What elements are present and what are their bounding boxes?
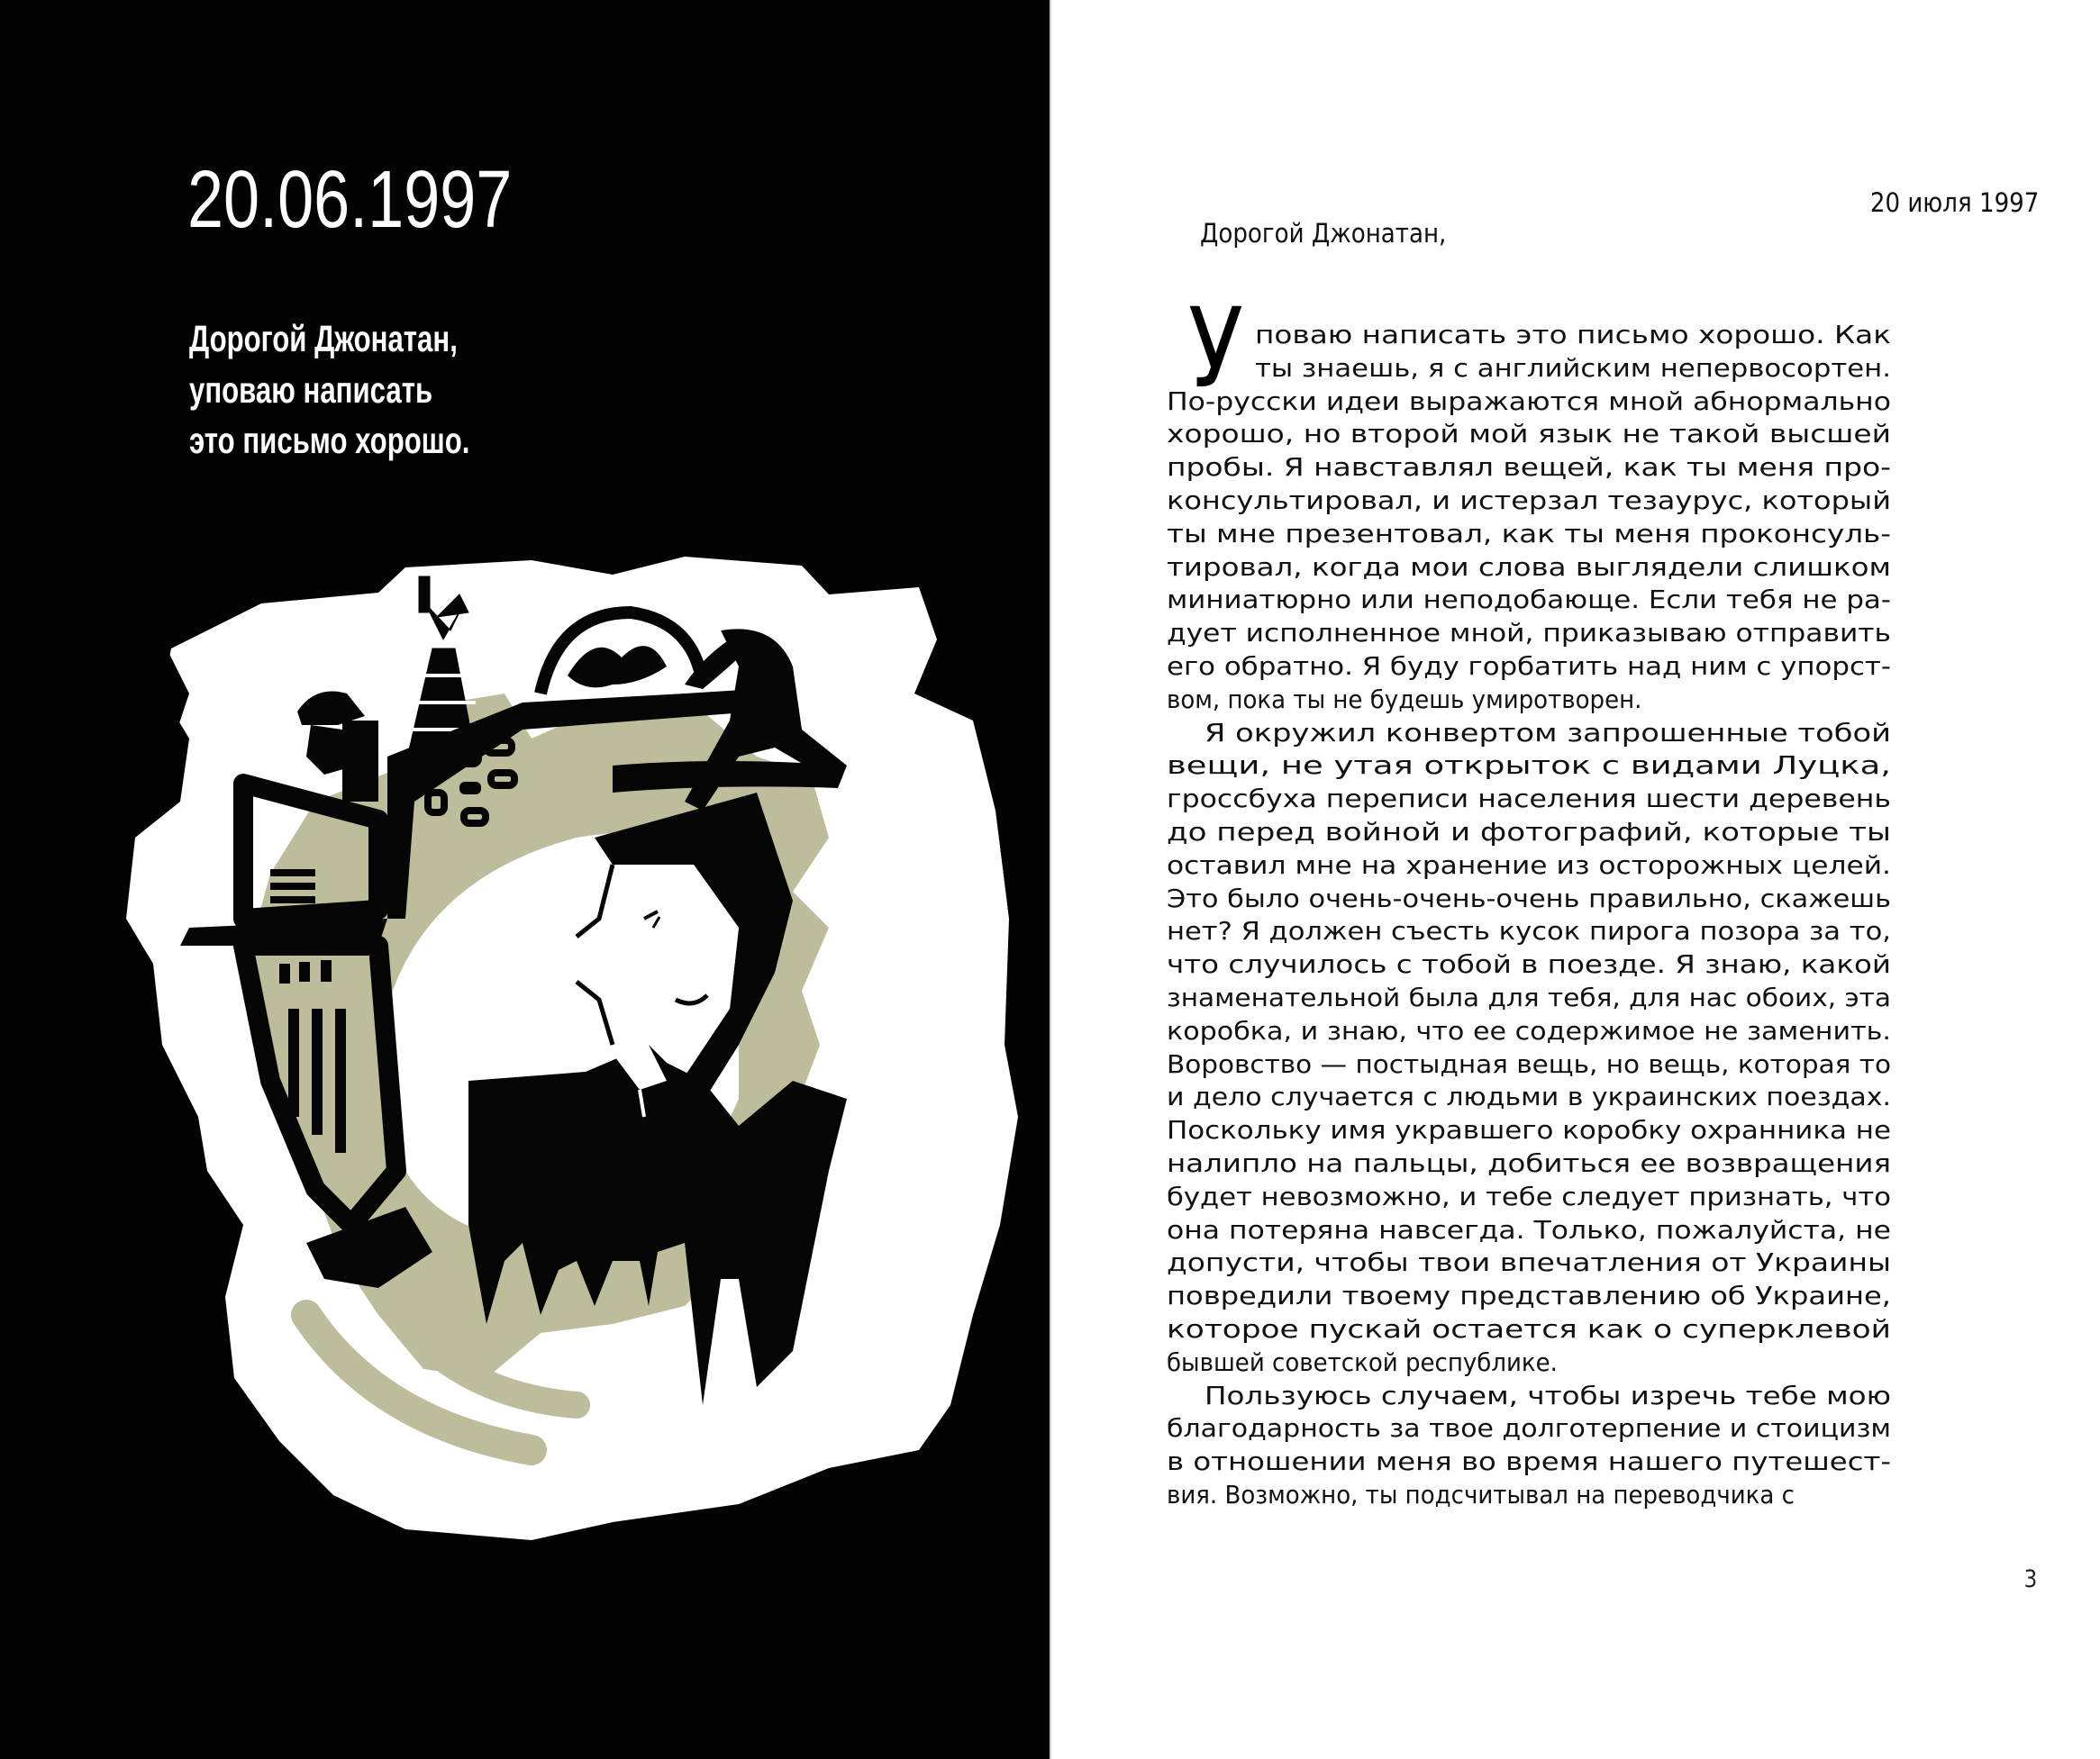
text-line: [1167, 684, 1891, 717]
line-text: в отношении меня во время нашего путешест-: [1167, 1446, 1891, 1477]
text-line: [1167, 915, 1891, 948]
text-line: [1167, 982, 1891, 1015]
letter-body: [1167, 285, 1891, 1512]
text-line: [1167, 1081, 1891, 1114]
right-page: [1050, 0, 2100, 1759]
line-text: тировал, когда мои слова выглядели слишком: [1167, 551, 1891, 582]
line-text: поваю написать это письмо хорошо. Как: [1255, 320, 1891, 349]
line-text: вия. Возможно, ты подсчитывал на переводчика с: [1167, 1479, 1795, 1510]
text-line: [1167, 816, 1891, 849]
line-text: гроссбуха переписи населения шести деревень: [1167, 784, 1891, 814]
line-text: нет? Я должен съесть кусок пирога позора за то,: [1167, 916, 1891, 947]
text-line: [1167, 849, 1891, 883]
line-text: хорошо, но второй мой язык не такой высшей: [1167, 419, 1891, 449]
text-line: [1167, 1446, 1891, 1479]
left-page-date: 20.06.1997: [187, 155, 513, 245]
line-text: и дело случается с людьми в украинских поездах.: [1167, 1082, 1891, 1112]
text-line: [1167, 352, 1891, 385]
text-line: [1167, 584, 1891, 617]
text-line: [1167, 1015, 1891, 1048]
text-line: [1167, 883, 1891, 916]
text-line: [1167, 1181, 1891, 1214]
text-line: [1167, 948, 1891, 982]
line-text: Это было очень-очень-очень правильно, скажешь: [1167, 883, 1891, 913]
line-text: его обратно. Я буду горбатить над ним с упорст-: [1167, 650, 1891, 681]
text-line: [1167, 551, 1891, 585]
line-text: до перед войной и фотографий, которые ты: [1167, 816, 1891, 847]
text-line: [1167, 1412, 1891, 1446]
line-text: вещи, не утая открыток с видами Луцка,: [1167, 750, 1891, 781]
line-text: знаменательной была для тебя, для нас обоих, эта: [1167, 982, 1891, 1012]
line-text: дует исполненное мной, приказываю отправить: [1167, 618, 1891, 648]
line-text: повредили твоему представлению об Украине,: [1167, 1281, 1891, 1311]
lead-line: это письмо хорошо.: [189, 420, 470, 461]
text-line: [1167, 650, 1891, 684]
text-line: [1167, 1147, 1891, 1181]
text-line: [1167, 451, 1891, 485]
line-text: она потеряна навсегда. Только, пожалуйста, не: [1167, 1214, 1891, 1245]
text-line: [1167, 1280, 1891, 1313]
line-text: что случилось с тобой в поезде. Я знаю, какой: [1167, 949, 1891, 980]
line-text: вом, пока ты не будешь умиротворен.: [1167, 684, 1642, 714]
letter-greeting: Дорогой Джонатан,: [1200, 218, 1447, 249]
line-text: налипло на пальцы, добиться ее возвращения: [1167, 1147, 1891, 1178]
drop-cap: У: [1188, 285, 1243, 413]
left-ink-edge: [108, 1117, 194, 1234]
text-line: [1167, 1346, 1891, 1380]
line-text: ты мне презентовал, как ты меня проконсуль-: [1167, 518, 1891, 549]
text-line: [1167, 385, 1891, 419]
text-line: [1167, 1479, 1891, 1512]
text-line: [1167, 518, 1891, 551]
line-text: консультировал, и истерзал тезаурус, который: [1167, 485, 1891, 515]
text-line: [1167, 1214, 1891, 1247]
ink-illustration-icon: [108, 540, 1045, 1630]
line-text: которое пускай остается как о суперклевой: [1167, 1313, 1891, 1344]
text-line: [1167, 1247, 1891, 1280]
line-text: пробы. Я навставлял вещей, как ты меня про-: [1167, 452, 1891, 483]
text-line: [1167, 1313, 1891, 1346]
line-text: оставил мне на хранение из осторожных целей.: [1167, 849, 1891, 880]
left-page-lead: [189, 313, 469, 467]
lead-line: Дорогой Джонатан,: [189, 318, 458, 359]
line-text: Пользуюсь случаем, чтобы изречь тебе мою: [1205, 1380, 1891, 1410]
text-line: [1167, 1380, 1891, 1413]
page-number: 3: [2023, 1565, 2037, 1593]
line-text: благодарность за твое долготерпение и стоицизм: [1167, 1413, 1891, 1444]
text-line: [1167, 485, 1891, 518]
line-text: Поскольку имя укравшего коробку охранника не: [1167, 1115, 1891, 1146]
line-text: коробка, и знаю, что ее содержимое не заменить.: [1167, 1015, 1891, 1046]
line-text: ты знаешь, я с английским непервосортен.: [1255, 352, 1891, 383]
text-line: [1167, 1114, 1891, 1147]
text-line: [1167, 1048, 1891, 1082]
letter-date: 20 июля 1997: [1869, 187, 2039, 218]
text-line: [1167, 749, 1891, 783]
text-line: [1167, 418, 1891, 451]
text-line: [1167, 783, 1891, 816]
line-text: Воровство — постыдная вещь, но вещь, которая то: [1167, 1048, 1891, 1079]
text-line: [1167, 717, 1891, 750]
line-text: По-русски идеи выражаются мной абнормально: [1167, 385, 1891, 416]
line-text: миниатюрно или неподобающе. Если тебя не ра-: [1167, 585, 1891, 615]
text-line: [1167, 617, 1891, 650]
line-text: допусти, чтобы твои впечатления от Украины: [1167, 1247, 1891, 1278]
line-text: бывшей советской республике.: [1167, 1346, 1558, 1377]
lead-line: уповаю написать: [189, 368, 433, 411]
line-text: Я окружил конвертом запрошенные тобой: [1205, 717, 1891, 748]
text-line: [1167, 319, 1891, 352]
line-text: будет невозможно, и тебе следует признать, что: [1167, 1181, 1891, 1211]
